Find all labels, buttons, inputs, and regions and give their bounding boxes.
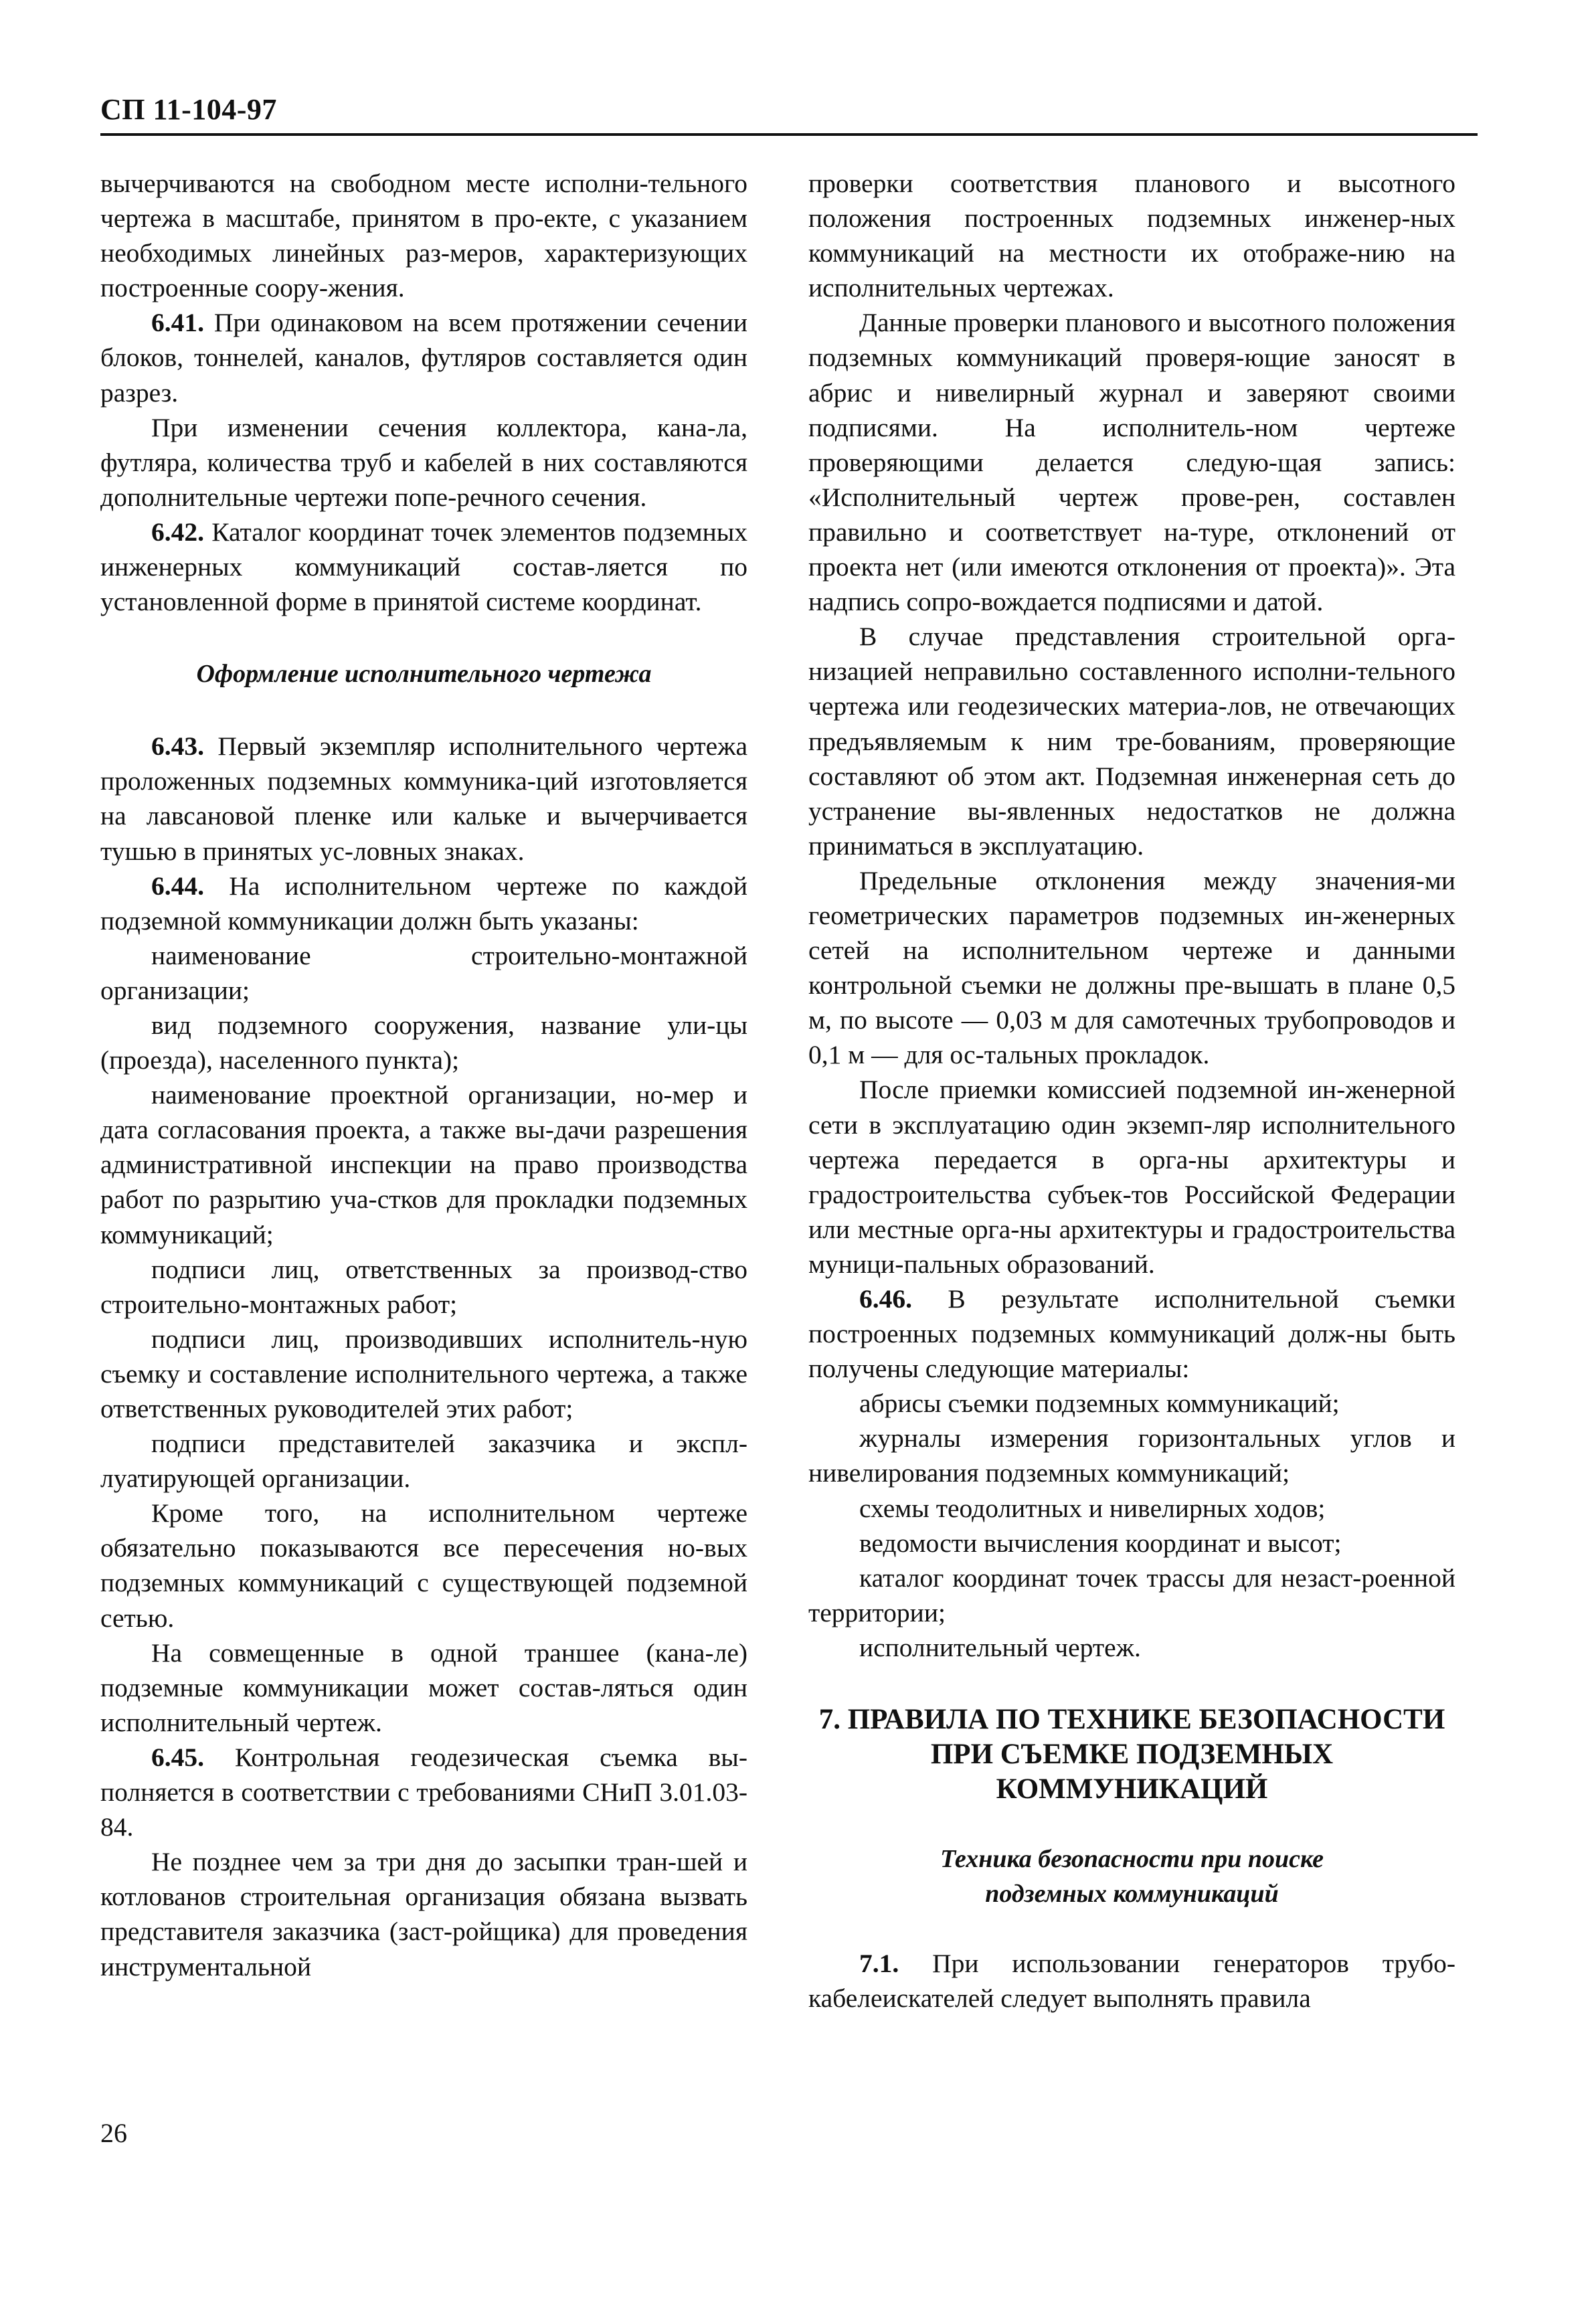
clause-number: 6.41.	[151, 308, 204, 338]
clause-text: Первый экземпляр исполнительного чертежа проложенных подземных коммуника-ций изготовляется на лавсановой пленке или кальке и вычерчивается тушью в принятых ус-ловных знаках.	[100, 731, 747, 866]
subsection-heading: подземных коммуникаций	[985, 1880, 1279, 1909]
list-item: наименование проектной организации, но-мер и дата согласования проекта, а также вы-дачи разрешения административной инспекции на право производства работ по разрытию уча-стков для прокладки подземных коммуникаций;	[100, 1080, 747, 1249]
clause-number: 6.43.	[151, 731, 204, 762]
paragraph: На совмещенные в одной траншее (кана-ле) подземные коммуникации может состав-ляться один исполнительный чертеж.	[100, 1638, 747, 1737]
list-item: журналы измерения горизонтальных углов и нивелирования подземных коммуникаций;	[808, 1423, 1455, 1488]
paragraph-6-42	[100, 515, 747, 619]
clause-number: 6.42.	[151, 517, 204, 547]
paragraph: Не позднее чем за три дня до засыпки тран-шей и котлованов строительная организация обязана вызвать представителя заказчика (заст-ройщика) для проведения инструментальной	[100, 1847, 747, 1981]
paragraph-6-45	[100, 1740, 747, 1844]
clause-number: 6.46.	[859, 1284, 912, 1314]
paragraph: проверки соответствия планового и высотного положения построенных подземных инженер-ных коммуникаций на местности их отображе-нию на исполнительных чертежах.	[808, 169, 1455, 303]
paragraph: После приемки комиссией подземной ин-женерной сети в эксплуатацию один экземп-ляр исполнительного чертежа передается в орга-ны архитектуры и градостроительства субъек-тов Российской Федерации или местные орга-ны архитектуры и градостроительства муници-пальных образований.	[808, 1075, 1455, 1279]
header-divider	[100, 133, 1478, 136]
clause-text: При одинаковом на всем протяжении сечении блоков, тоннелей, каналов, футляров составляется один разрез.	[100, 308, 747, 408]
list-item: схемы теодолитных и нивелирных ходов;	[859, 1493, 1326, 1523]
clause-text: Контрольная геодезическая съемка вы-полняется в соответствии с требованиями СНиП 3.01.03-84.	[100, 1742, 747, 1842]
list-item: наименование строительно-монтажной организации;	[100, 940, 747, 1005]
clause-text: Каталог координат точек элементов подземных инженерных коммуникаций состав-ляется по установленной форме в принятой системе координат.	[100, 517, 747, 617]
paragraph: Кроме того, на исполнительном чертеже обязательно показываются все пересечения но-вых подземных коммуникаций с существующей подземной сетью.	[100, 1498, 747, 1633]
paragraph-6-43	[100, 729, 747, 868]
paragraph-6-41	[100, 305, 747, 410]
document-code: СП 11-104-97	[100, 93, 277, 126]
list-item: ведомости вычисления координат и высот;	[859, 1528, 1342, 1558]
paragraph: Предельные отклонения между значения-ми геометрических параметров подземных ин-женерных сетей на исполнительном чертеже и данными контрольной съемки не должны пре-вышать в плане 0,5 м, по высоте — 0,03 м для самотечных трубопроводов и 0,1 м — для ос-тальных прокладок.	[808, 865, 1455, 1070]
list-item: вид подземного сооружения, название ули-цы (проезда), населенного пункта);	[100, 1010, 747, 1075]
paragraph: В случае представления строительной орга-низацией неправильно составленного исполни-тельного чертежа или геодезических материа-лов, не отвечающих предъявляемым к ним тре-бованиям, проверяющие составляют об этом акт. Подземная инженерная сеть до устранение вы-явленных недостатков не должна приниматься в эксплуатацию.	[808, 622, 1455, 861]
paragraph-6-46	[808, 1281, 1455, 1386]
paragraph: При изменении сечения коллектора, кана-ла, футляра, количества труб и кабелей в них составляются дополнительные чертежи попе-речного сечения.	[100, 412, 747, 512]
list-item: абрисы съемки подземных коммуникаций;	[859, 1389, 1340, 1419]
page-number: 26	[100, 2118, 127, 2148]
paragraph-6-44	[100, 869, 747, 938]
left-column	[100, 166, 747, 1984]
paragraph-7-1	[808, 1946, 1455, 2016]
right-column	[808, 166, 1455, 2016]
subsection-heading: Оформление исполнительного чертежа	[196, 660, 652, 689]
section-title-line: ПРИ СЪЕМКЕ ПОДЗЕМНЫХ	[930, 1739, 1334, 1771]
list-item: подписи представителей заказчика и экспл-луатирующей организации.	[100, 1429, 747, 1494]
subsection-heading: Техника безопасности при поиске	[940, 1845, 1324, 1874]
paragraph: Данные проверки планового и высотного положения подземных коммуникаций проверя-ющие заносят в абрис и нивелирный журнал и заверяют своими подписями. На исполнитель-ном чертеже проверяющими делается следую-щая запись: «Исполнительный чертеж прове-рен, составлен правильно и соответствует на-туре, отклонений от проекта нет (или имеются отклонения от проекта)». Эта надпись сопро-вождается подписями и датой.	[808, 308, 1455, 617]
list-item: подписи лиц, производивших исполнитель-ную съемку и составление исполнительного чертежа, а также ответственных руководителей этих работ;	[100, 1324, 747, 1423]
clause-number: 6.44.	[151, 871, 204, 901]
clause-number: 6.45.	[151, 1742, 204, 1772]
clause-text: В результате исполнительной съемки построенных подземных коммуникаций долж-ны быть получены следующие материалы:	[808, 1284, 1455, 1384]
clause-text: На исполнительном чертеже по каждой подземной коммуникации должн быть указаны:	[100, 871, 747, 936]
list-item: каталог координат точек трассы для незаст-роенной территории;	[808, 1563, 1455, 1627]
list-item: подписи лиц, ответственных за производ-ство строительно-монтажных работ;	[100, 1254, 747, 1319]
section-title-line: 7. ПРАВИЛА ПО ТЕХНИКЕ БЕЗОПАСНОСТИ	[818, 1704, 1445, 1736]
section-title-line: КОММУНИКАЦИЙ	[996, 1773, 1268, 1805]
paragraph: вычерчиваются на свободном месте исполни-тельного чертежа в масштабе, принятом в про-екте, с указанием необходимых линейных раз-меров, характеризующих построенные соору-жения.	[100, 169, 747, 303]
clause-number: 7.1.	[859, 1949, 899, 1979]
list-item: исполнительный чертеж.	[859, 1632, 1141, 1662]
clause-text: При использовании генераторов трубо-кабелеискателей следует выполнять правила	[808, 1949, 1455, 2014]
